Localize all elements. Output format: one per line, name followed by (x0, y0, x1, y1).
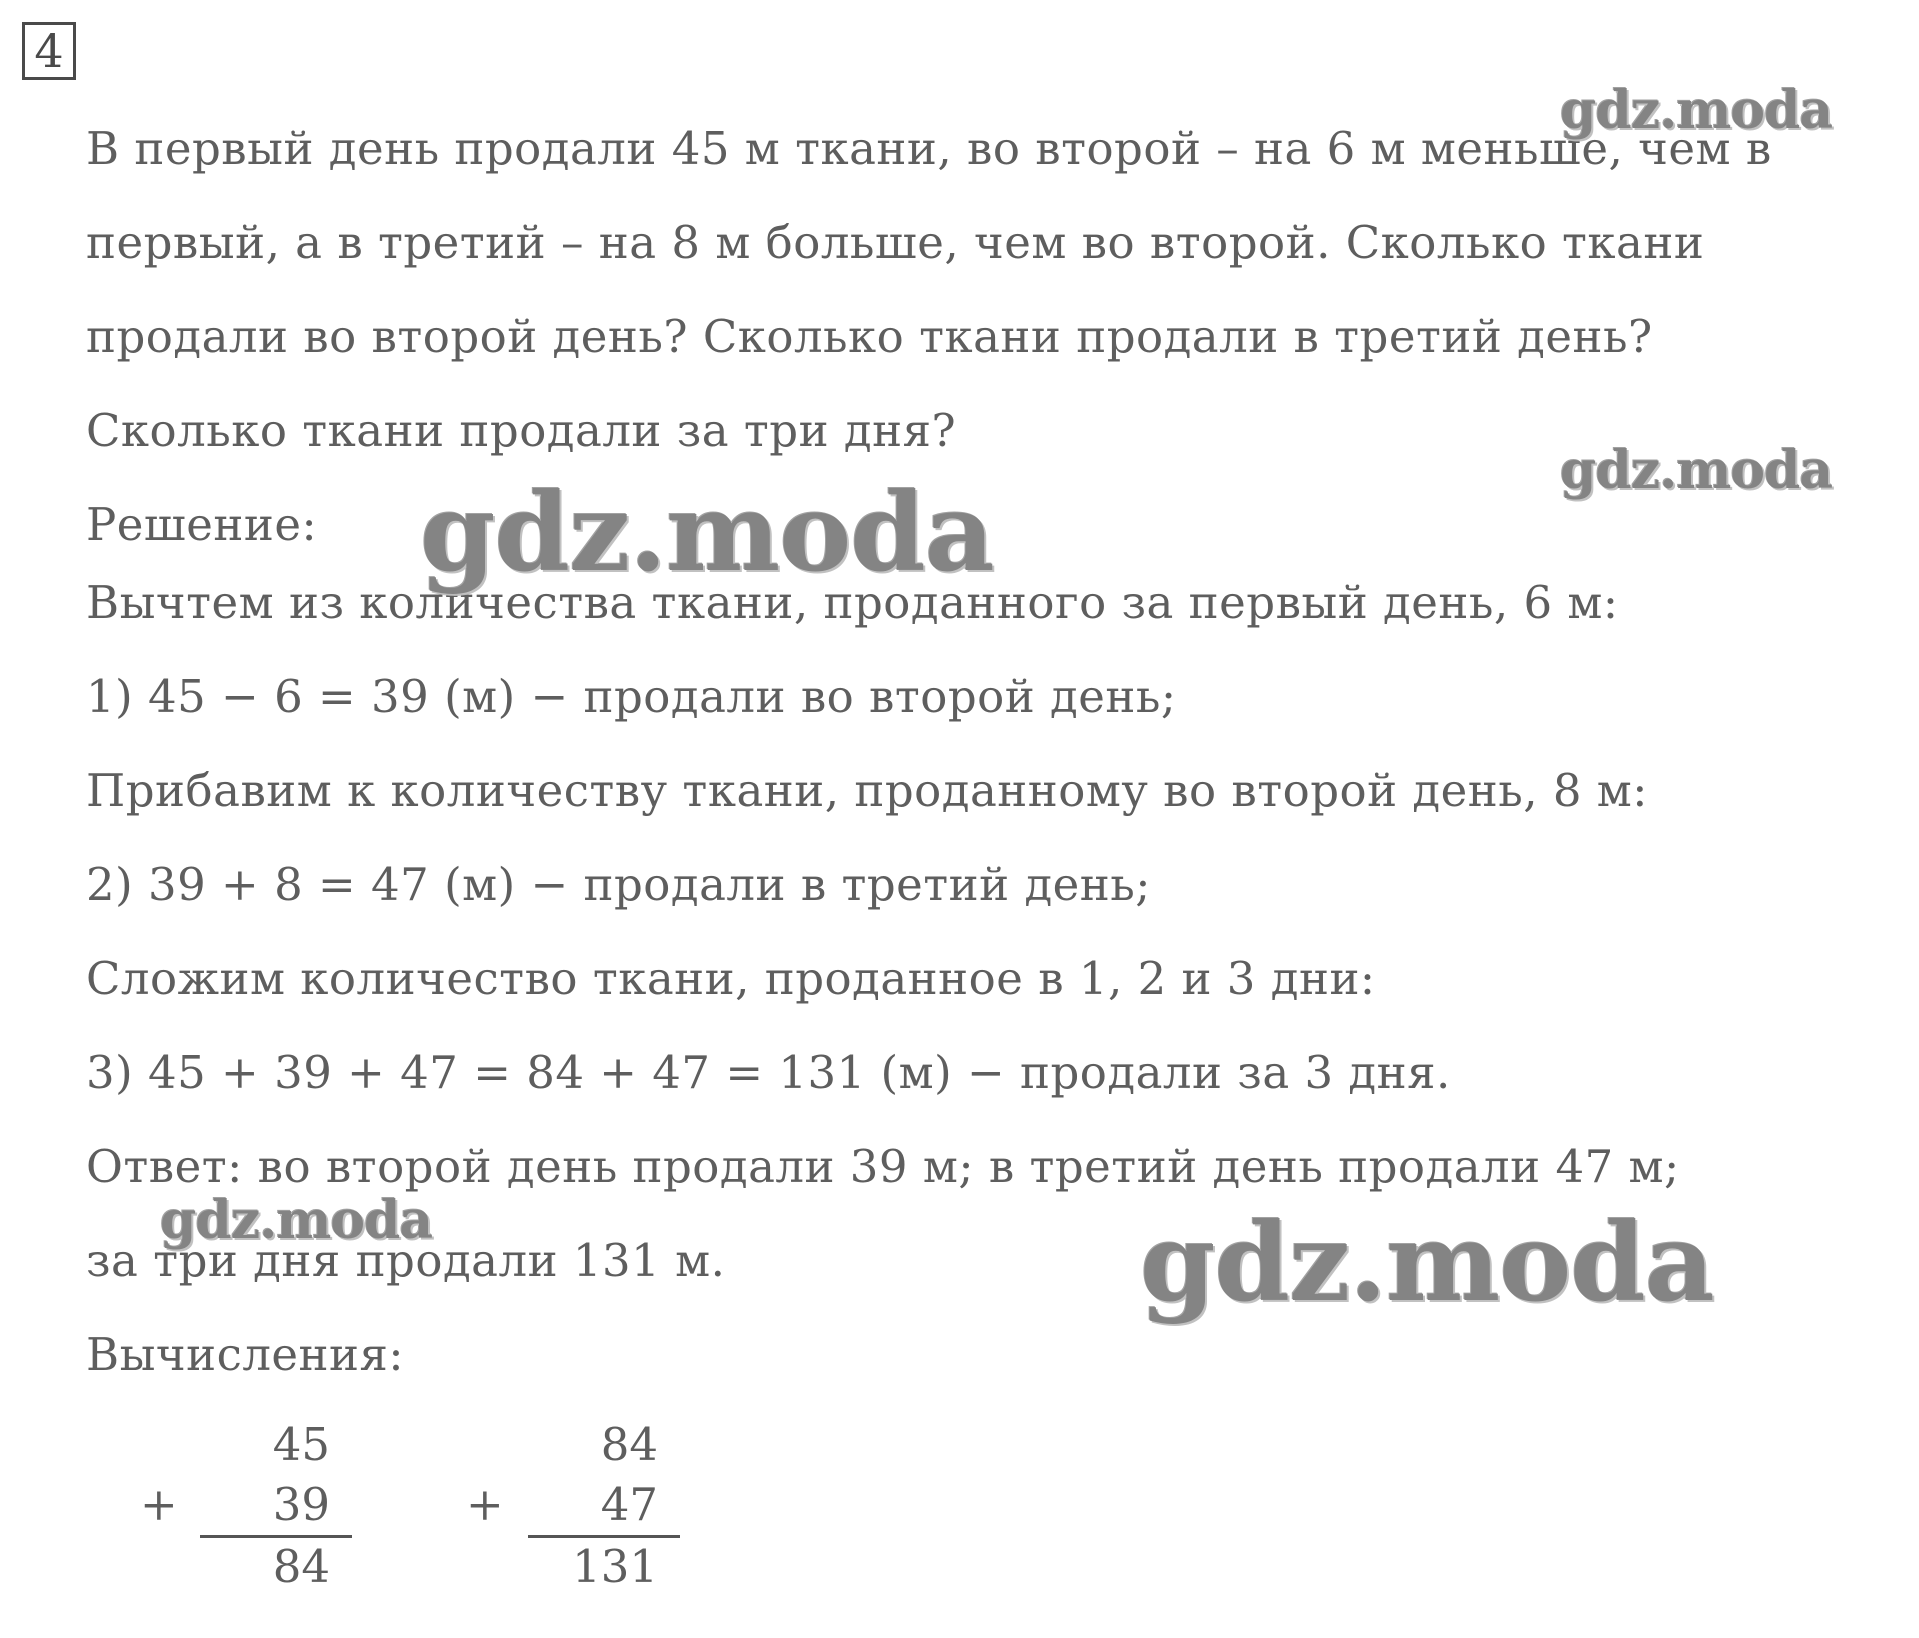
solution-line-6: 3) 45 + 39 + 47 = 84 + 47 = 131 (м) − продали за 3 дня. (86, 1046, 1451, 1099)
solution-line-5: Сложим количество ткани, проданное в 1, 2 и 3 дни: (86, 952, 1376, 1005)
calculations-header: Вычисления: (86, 1328, 405, 1381)
answer-line-2: за три дня продали 131 м. (86, 1234, 726, 1287)
solution-line-2: 1) 45 − 6 = 39 (м) − продали во второй день; (86, 670, 1177, 723)
sum-rule (528, 1535, 680, 1538)
task-number-box: 4 (22, 22, 76, 80)
answer-line-1: Ответ: во второй день продали 39 м; в третий день продали 47 м; (86, 1140, 1680, 1193)
solution-line-4: 2) 39 + 8 = 47 (м) − продали в третий день; (86, 858, 1151, 911)
watermark: gdz.moda (1560, 80, 1833, 141)
plus-sign: + (466, 1478, 504, 1531)
addend-bottom: 39 (272, 1478, 330, 1531)
solution-line-3: Прибавим к количеству ткани, проданному во второй день, 8 м: (86, 764, 1648, 817)
watermark: gdz.moda (420, 470, 994, 596)
problem-line-3: продали во второй день? Сколько ткани продали в третий день? (86, 310, 1653, 363)
watermark: gdz.moda (1560, 440, 1833, 501)
watermark: gdz.moda (160, 1190, 433, 1251)
addend-top: 45 (272, 1418, 330, 1471)
watermark: gdz.moda (1140, 1200, 1714, 1326)
addend-top: 84 (600, 1418, 658, 1471)
plus-sign: + (140, 1478, 178, 1531)
problem-line-2: первый, а в третий – на 8 м больше, чем во второй. Сколько ткани (86, 216, 1705, 269)
solution-line-1: Вычтем из количества ткани, проданного за первый день, 6 м: (86, 576, 1619, 629)
sum-result: 131 (572, 1540, 658, 1593)
problem-line-1: В первый день продали 45 м ткани, во второй – на 6 м меньше, чем в (86, 122, 1772, 175)
sum-rule (200, 1535, 352, 1538)
solution-header: Решение: (86, 498, 318, 551)
sum-result: 84 (272, 1540, 330, 1593)
addend-bottom: 47 (600, 1478, 658, 1531)
problem-line-4: Сколько ткани продали за три дня? (86, 404, 957, 457)
